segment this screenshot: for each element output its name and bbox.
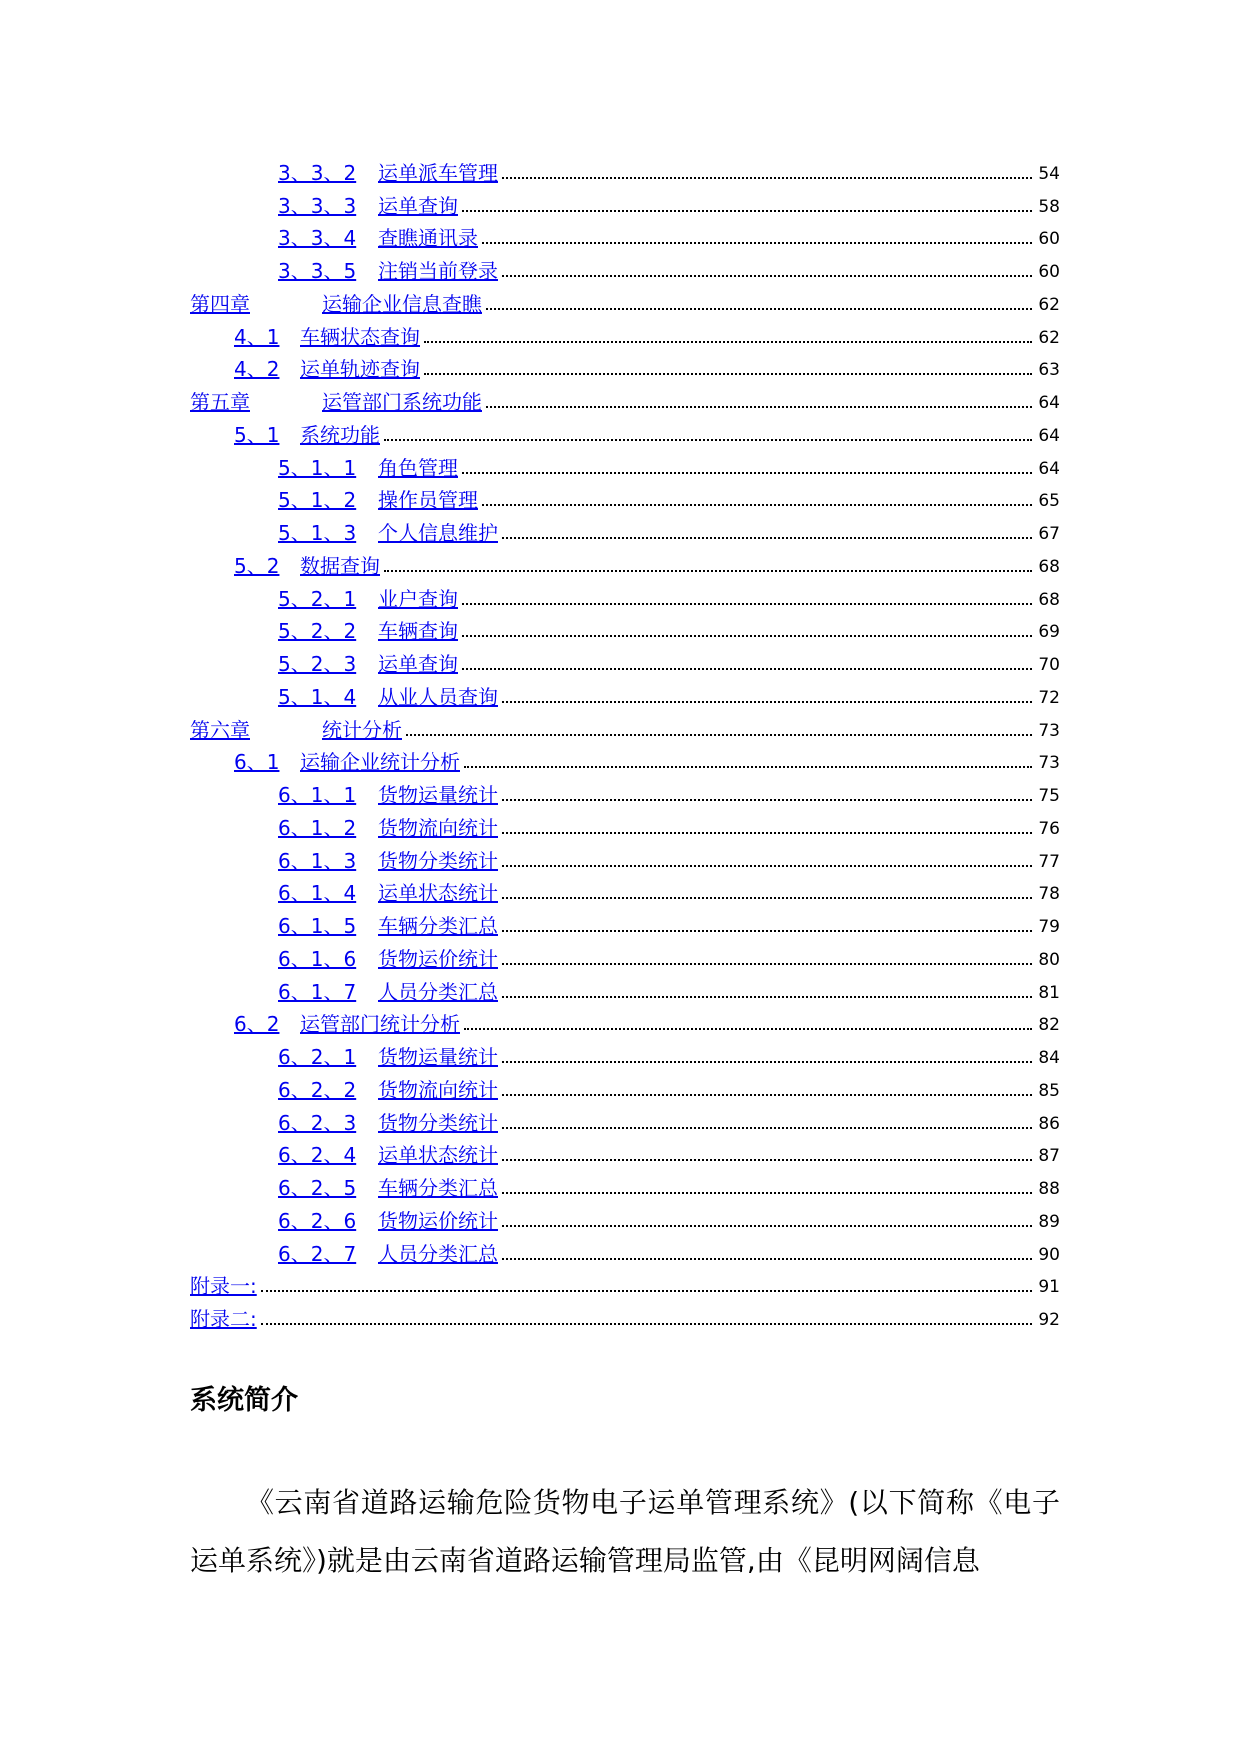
toc-link[interactable] [278,1078,498,1102]
toc-entry-number: 6、2、5 [278,1176,357,1200]
toc-entry-title: 数据查询 [300,553,380,578]
toc-link[interactable] [278,1143,498,1167]
toc-entry[interactable] [190,1298,1060,1331]
toc-link[interactable] [190,718,402,742]
toc-page-number: 60 [1038,229,1060,250]
toc-entry-number: 4、1 [234,324,280,349]
toc-entry-number: 6、2、3 [278,1110,357,1135]
toc-dot-leader [502,799,1032,801]
toc-dot-leader [462,210,1032,212]
toc-entry-title: 货物分类统计 [378,848,498,873]
toc-dot-leader [502,1192,1032,1194]
toc-entry-number: 6、1、2 [278,815,357,840]
toc-entry-number: 6、2、1 [278,1045,357,1069]
toc-page-number: 67 [1038,524,1060,544]
toc-link[interactable] [190,390,482,414]
toc-entry-title: 运管部门系统功能 [322,390,482,414]
toc-entry-number: 第五章 [190,390,250,414]
toc-entry-title: 运输企业信息查瞧 [322,291,482,316]
toc-entry-title: 从业人员查询 [378,684,498,709]
toc-entry-number: 3、3、4 [278,226,357,251]
table-of-contents [190,152,1060,1331]
toc-entry[interactable] [190,1135,1060,1168]
toc-dot-leader [502,177,1032,179]
toc-page-number: 84 [1038,1048,1060,1068]
toc-entry[interactable] [190,218,1060,251]
toc-page-number: 58 [1038,196,1060,217]
toc-page-number: 90 [1038,1244,1060,1265]
toc-link[interactable] [278,685,498,709]
toc-entry-number: 5、1 [234,422,280,447]
toc-entry-number: 5、2、2 [278,619,357,644]
toc-dot-leader [502,1258,1032,1260]
toc-entry[interactable] [190,1004,1060,1037]
toc-link[interactable] [278,816,498,840]
toc-entry-title: 货物运量统计 [378,783,498,807]
toc-entry[interactable] [190,709,1060,742]
toc-entry[interactable] [190,381,1060,414]
toc-entry-number: 3、3、2 [278,160,357,185]
toc-dot-leader [462,603,1032,605]
toc-entry[interactable] [190,316,1060,349]
toc-link[interactable] [278,849,498,873]
toc-entry-title: 货物流向统计 [378,815,498,840]
toc-entry[interactable] [190,1036,1060,1069]
toc-entry-number: 第六章 [190,717,250,742]
toc-entry-number: 6、1、7 [278,979,357,1004]
toc-link[interactable] [234,750,460,774]
toc-entry-number: 6、2、7 [278,1241,357,1266]
toc-dot-leader [482,504,1032,506]
toc-entry[interactable] [190,742,1060,775]
toc-entry-number: 5、2、3 [278,652,357,676]
intro-paragraph: 《云南省道路运输危险货物电子运单管理系统》(以下简称《电子运单系统》)就是由云南省道路运输管理局监管,由《昆明网阔信息 [190,1486,1060,1577]
toc-entry-title: 查瞧通讯录 [378,226,478,251]
toc-dot-leader [502,832,1032,834]
toc-entry[interactable] [190,447,1060,480]
toc-entry-number: 5、1、1 [278,455,357,480]
toc-page-number: 82 [1038,1015,1060,1036]
toc-link[interactable] [278,456,458,480]
toc-entry-number: 6、1、1 [278,783,357,807]
toc-dot-leader [502,897,1032,899]
toc-dot-leader [502,996,1032,998]
toc-entry-title: 操作员管理 [378,488,478,513]
toc-entry-title: 货物运量统计 [378,1045,498,1069]
toc-link[interactable] [278,619,458,643]
toc-entry[interactable] [190,1200,1060,1233]
toc-entry[interactable] [190,611,1060,644]
toc-page-number: 79 [1038,917,1060,937]
toc-page-number: 81 [1038,982,1060,1003]
toc-entry-number: 6、2 [234,1012,280,1037]
toc-entry[interactable] [190,807,1060,840]
toc-page-number: 77 [1038,851,1060,872]
toc-entry-title: 货物运价统计 [378,946,498,971]
toc-link[interactable] [278,194,458,218]
toc-link[interactable] [278,521,498,545]
toc-page-number: 62 [1038,294,1060,315]
toc-dot-leader [261,1290,1032,1292]
toc-dot-leader [462,668,1032,670]
toc-link[interactable] [278,881,498,905]
toc-link[interactable] [278,226,478,250]
toc-link[interactable] [234,357,420,381]
toc-entry-number: 6、1、5 [278,914,357,938]
toc-dot-leader [424,373,1032,375]
toc-entry-title: 系统功能 [300,422,380,447]
toc-entry-title: 运单查询 [378,652,458,676]
toc-entry-title: 货物运价统计 [378,1208,498,1233]
toc-entry-title: 注销当前登录 [378,259,498,283]
toc-entry-title: 运单状态统计 [378,881,498,906]
toc-page-number: 72 [1038,687,1060,708]
toc-page-number: 68 [1038,556,1060,577]
toc-dot-leader [502,1225,1032,1227]
toc-page-number: 64 [1038,425,1060,446]
toc-entry[interactable] [190,905,1060,938]
toc-entry-title: 个人信息维护 [378,521,498,545]
toc-page-number: 54 [1038,163,1060,184]
toc-page-number: 60 [1038,262,1060,282]
toc-entry-title: 货物流向统计 [378,1077,498,1102]
toc-dot-leader [502,537,1032,539]
toc-page-number: 63 [1038,360,1060,381]
toc-link[interactable] [190,292,482,316]
toc-page-number: 73 [1038,720,1060,741]
toc-entry-number: 4、2 [234,357,280,382]
toc-entry[interactable] [190,1233,1060,1266]
toc-dot-leader [464,766,1032,768]
toc-dot-leader [482,242,1032,244]
toc-entry-title: 统计分析 [322,717,402,742]
toc-entry-number: 5、1、2 [278,488,357,513]
toc-link[interactable] [278,652,458,676]
toc-entry[interactable] [190,545,1060,578]
toc-page-number: 89 [1038,1211,1060,1232]
toc-link[interactable] [278,1209,498,1233]
toc-page-number: 91 [1038,1277,1060,1298]
toc-page-number: 62 [1038,327,1060,348]
toc-dot-leader [502,1127,1032,1129]
toc-page-number: 86 [1038,1113,1060,1134]
toc-entry-title: 业户查询 [378,586,458,611]
toc-entry-number: 3、3、3 [278,193,357,218]
toc-entry-number: 第四章 [190,291,250,316]
toc-entry[interactable] [190,480,1060,513]
toc-link[interactable] [234,423,380,447]
toc-entry[interactable] [190,1167,1060,1200]
toc-link[interactable] [234,1012,460,1036]
toc-dot-leader [502,1061,1032,1063]
toc-entry-number: 5、2 [234,553,280,578]
toc-entry[interactable] [190,676,1060,709]
toc-link[interactable] [278,587,458,611]
toc-entry-number: 5、1、3 [278,521,357,545]
toc-page-number: 68 [1038,589,1060,610]
toc-entry-number: 3、3、5 [278,259,357,283]
toc-dot-leader [502,963,1032,965]
toc-entry-title: 运单派车管理 [378,160,498,185]
toc-link[interactable] [278,259,498,283]
toc-page-number: 76 [1038,818,1060,839]
toc-entry[interactable] [190,152,1060,185]
toc-page-number: 75 [1038,786,1060,806]
toc-entry-title: 车辆状态查询 [300,324,420,349]
toc-entry[interactable] [190,250,1060,283]
toc-dot-leader [502,865,1032,867]
toc-entry[interactable] [190,938,1060,971]
toc-entry-number: 5、2、1 [278,586,357,611]
toc-entry[interactable] [190,512,1060,545]
toc-entry-number: 6、2、4 [278,1143,357,1168]
toc-entry[interactable] [190,873,1060,906]
toc-page-number: 69 [1038,622,1060,643]
toc-entry-number: 6、2、2 [278,1077,357,1102]
toc-page-number: 88 [1038,1179,1060,1199]
toc-page-number: 70 [1038,655,1060,675]
toc-dot-leader [502,1094,1032,1096]
toc-entry[interactable] [190,283,1060,316]
toc-page-number: 85 [1038,1080,1060,1101]
toc-page-number: 73 [1038,753,1060,774]
toc-dot-leader [384,439,1032,441]
toc-dot-leader [486,308,1032,310]
toc-entry-title: 运单状态统计 [378,1143,498,1168]
toc-entry[interactable] [190,840,1060,873]
toc-entry-number: 6、1、6 [278,946,357,971]
toc-page-number: 92 [1038,1310,1060,1330]
toc-entry[interactable] [190,349,1060,382]
toc-link[interactable] [278,783,498,807]
toc-link[interactable] [278,947,498,971]
toc-entry-number: 6、1、4 [278,881,357,906]
toc-link[interactable] [278,980,498,1004]
toc-link[interactable] [234,325,420,349]
toc-page-number: 65 [1038,491,1060,512]
toc-entry-title: 人员分类汇总 [378,979,498,1004]
toc-dot-leader [486,406,1032,408]
toc-dot-leader [502,701,1032,703]
toc-entry-title: 人员分类汇总 [378,1241,498,1266]
toc-link[interactable] [278,914,498,938]
toc-entry[interactable] [190,774,1060,807]
toc-entry-number: 5、1、4 [278,684,357,709]
toc-dot-leader [384,570,1032,572]
toc-entry-number: 6、2、6 [278,1208,357,1233]
toc-entry[interactable] [190,414,1060,447]
toc-link[interactable] [278,488,478,512]
toc-link[interactable] [278,1176,498,1200]
toc-entry-title: 角色管理 [378,455,458,480]
toc-link[interactable] [234,554,380,578]
toc-entry-title: 附录一: [190,1274,257,1299]
toc-link[interactable] [278,1045,498,1069]
toc-page-number: 80 [1038,949,1060,970]
section-heading: 系统简介 [190,1385,298,1416]
toc-dot-leader [502,275,1032,277]
toc-entry-title: 运单查询 [378,193,458,218]
toc-entry[interactable] [190,185,1060,218]
toc-entry-title: 车辆分类汇总 [378,1176,498,1200]
toc-entry-title: 货物分类统计 [378,1110,498,1135]
toc-page-number: 64 [1038,393,1060,413]
toc-entry[interactable] [190,578,1060,611]
toc-dot-leader [406,734,1032,736]
toc-entry[interactable] [190,1266,1060,1299]
toc-dot-leader [462,635,1032,637]
toc-dot-leader [462,472,1032,474]
toc-dot-leader [502,1159,1032,1161]
toc-link[interactable] [278,161,498,185]
toc-page-number: 64 [1038,458,1060,479]
toc-entry-title: 运输企业统计分析 [300,750,460,775]
toc-link[interactable] [278,1242,498,1266]
toc-link[interactable] [190,1274,257,1298]
toc-entry[interactable] [190,1102,1060,1135]
toc-link[interactable] [190,1307,257,1331]
toc-link[interactable] [278,1111,498,1135]
toc-entry-title: 车辆分类汇总 [378,914,498,938]
toc-entry-title: 运管部门统计分析 [300,1012,460,1037]
toc-entry[interactable] [190,1069,1060,1102]
toc-entry-number: 6、1 [234,750,280,775]
toc-entry[interactable] [190,971,1060,1004]
toc-page-number: 78 [1038,884,1060,905]
toc-dot-leader [424,341,1032,343]
toc-page-number: 87 [1038,1146,1060,1167]
toc-entry[interactable] [190,643,1060,676]
toc-dot-leader [261,1323,1032,1325]
toc-entry-title: 车辆查询 [378,619,458,644]
toc-entry-title: 运单轨迹查询 [300,357,420,382]
toc-entry-title: 附录二: [190,1307,257,1331]
toc-dot-leader [502,930,1032,932]
toc-dot-leader [464,1028,1032,1030]
toc-entry-number: 6、1、3 [278,848,357,873]
